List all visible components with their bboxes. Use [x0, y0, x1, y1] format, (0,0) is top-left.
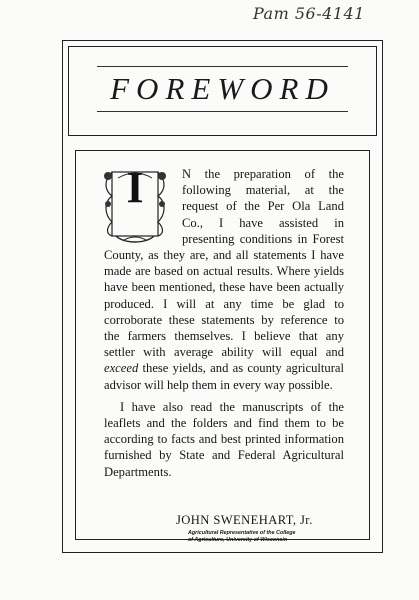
page-title: FOREWORD: [110, 71, 335, 106]
signature: JOHN SWENEHART, Jr.: [176, 513, 313, 527]
paragraph-1-end: these yields, and as county agricultural advisor will help them in every way possible.: [104, 361, 344, 392]
credit-line-2: of Agriculture, University of Wisconsin: [188, 537, 288, 543]
title-rule-top: [97, 66, 348, 67]
paragraph-2: I have also read the manuscripts of the leaflets and the folders and find them to be according to facts and best printed information furnished by State and Federal Agricultural Departments.: [104, 399, 344, 479]
credit-line-1: Agricultural Representative of the College: [188, 530, 296, 536]
handwritten-call-number: Pam 56-4141: [253, 4, 365, 23]
title-rule-bottom: [97, 111, 348, 112]
initial-letter: I: [126, 163, 144, 212]
paragraph-1-emphasis: exceed: [104, 361, 139, 376]
credit-line: [188, 530, 368, 544]
decorative-initial: [94, 163, 176, 246]
foreword-text: [104, 163, 344, 480]
paragraph-1-text: N the preparation of the following material, at the request of the Per Ola Land Co., I have assisted in presenting conditions in Forest County, as they are, and all statements I have made are based on actual results. Where yields have been mentioned, these have been actually produced. I will at any time be glad to corroborate these statements by reference to the farmers themselves. I believe that any settler with average ability will equal and: [104, 167, 344, 360]
title-box: [68, 46, 377, 136]
